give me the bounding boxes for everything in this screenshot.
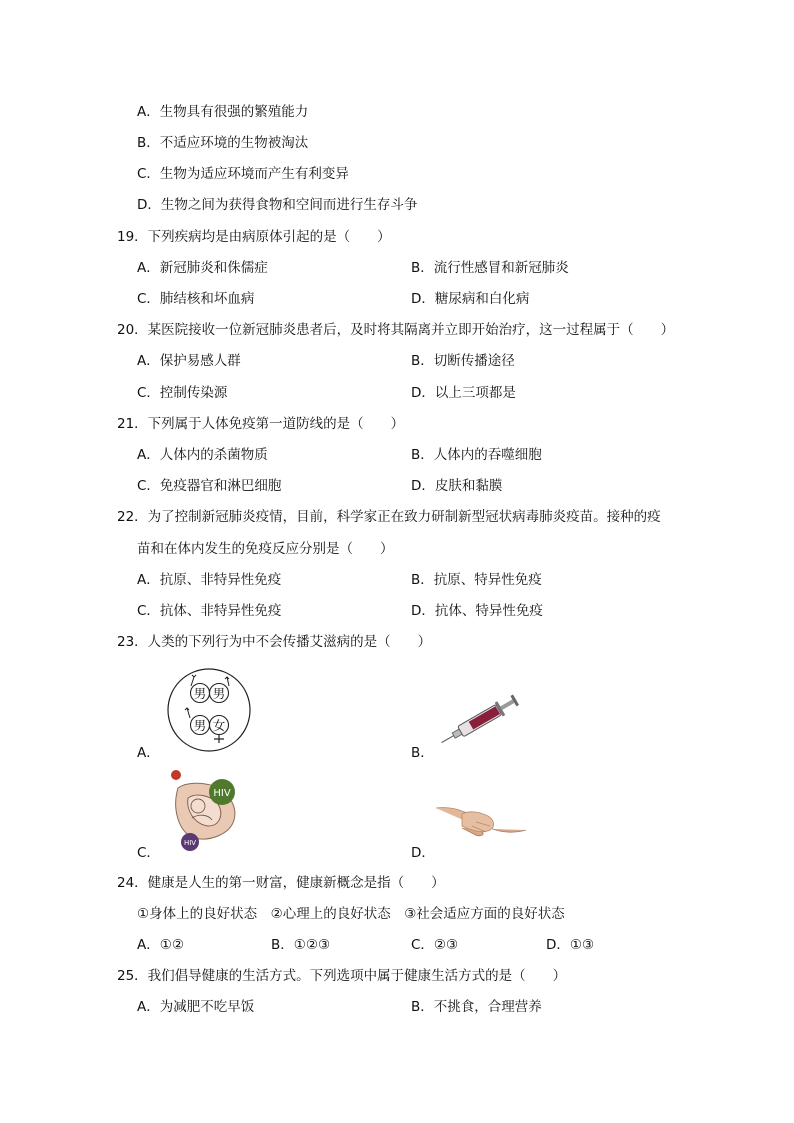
- q21-option-d: D．皮肤和黏膜: [411, 478, 503, 494]
- q24-option-b: B．①②③: [271, 937, 331, 953]
- q19-option-a: A．新冠肺炎和侏儒症: [137, 260, 268, 276]
- q19-option-d: D．糖尿病和白化病: [411, 291, 530, 307]
- q24-stem: 24．健康是人生的第一财富，健康新概念是指（ ）: [117, 875, 445, 891]
- q23-option-c: C．: [137, 845, 160, 861]
- fig-c-hiv-label-small: HIV: [183, 839, 197, 847]
- q25-option-b: B．不挑食，合理营养: [411, 999, 542, 1015]
- q23-option-d: D．: [411, 845, 435, 861]
- q23-figure-a-relationship-diagram: [163, 666, 259, 758]
- q19-stem: 19．下列疾病均是由病原体引起的是（ ）: [117, 229, 391, 245]
- q18-option-c: C．生物为适应环境而产生有利变异: [137, 166, 349, 182]
- q23-figure-c-mother-child-icon: [168, 768, 246, 854]
- q22-option-a: A．抗原、非特异性免疫: [137, 572, 282, 588]
- q19-option-b: B．流行性感冒和新冠肺炎: [411, 260, 569, 276]
- fig-c-hiv-label-large: HIV: [213, 788, 231, 799]
- q19-option-c: C．肺结核和坏血病: [137, 291, 255, 307]
- q21-option-a: A．人体内的杀菌物质: [137, 447, 268, 463]
- q22-option-b: B．抗原、特异性免疫: [411, 572, 542, 588]
- q21-option-c: C．免疫器官和淋巴细胞: [137, 478, 282, 494]
- q24-option-d: D．①③: [546, 937, 595, 953]
- q22-stem-line1: 22．为了控制新冠肺炎疫情，目前，科学家正在致力研制新型冠状病毒肺炎疫苗。接种的疫: [117, 509, 661, 525]
- fig-a-label-female: 女: [212, 718, 226, 733]
- q23-stem: 23．人类的下列行为中不会传播艾滋病的是（ ）: [117, 634, 432, 650]
- q18-option-d: D．生物之间为获得食物和空间而进行生存斗争: [137, 197, 418, 213]
- q20-stem: 20．某医院接收一位新冠肺炎患者后，及时将其隔离并立即开始治疗，这一过程属于（ ）: [117, 322, 675, 338]
- q23-figure-d-handshake-icon: [436, 796, 526, 848]
- q23-option-b: B．: [411, 745, 434, 761]
- q20-option-d: D．以上三项都是: [411, 385, 516, 401]
- q24-option-c: C．②③: [411, 937, 459, 953]
- q23-figure-b-syringe-icon: [436, 688, 526, 754]
- q22-stem-line2: 苗和在体内发生的免疫反应分别是（ ）: [137, 541, 394, 557]
- q18-option-a: A．生物具有很强的繁殖能力: [137, 104, 309, 120]
- q23-option-a: A．: [137, 745, 160, 761]
- q22-option-c: C．抗体、非特异性免疫: [137, 603, 282, 619]
- q20-option-c: C．控制传染源: [137, 385, 228, 401]
- q21-stem: 21．下列属于人体免疫第一道防线的是（ ）: [117, 416, 405, 432]
- q22-option-d: D．抗体、特异性免疫: [411, 603, 543, 619]
- q18-option-b: B．不适应环境的生物被淘汰: [137, 135, 309, 151]
- q20-option-a: A．保护易感人群: [137, 353, 241, 369]
- q24-option-a: A．①②: [137, 937, 184, 953]
- fig-a-label-male-2: 男: [212, 686, 226, 701]
- fig-a-label-male-3: 男: [193, 718, 207, 733]
- q21-option-b: B．人体内的吞噬细胞: [411, 447, 542, 463]
- fig-a-label-male-1: 男: [193, 686, 207, 701]
- q25-stem: 25．我们倡导健康的生活方式。下列选项中属于健康生活方式的是（ ）: [117, 968, 567, 984]
- q25-option-a: A．为减肥不吃早饭: [137, 999, 255, 1015]
- q24-items: ①身体上的良好状态 ②心理上的良好状态 ③社会适应方面的良好状态: [137, 906, 565, 922]
- q20-option-b: B．切断传播途径: [411, 353, 515, 369]
